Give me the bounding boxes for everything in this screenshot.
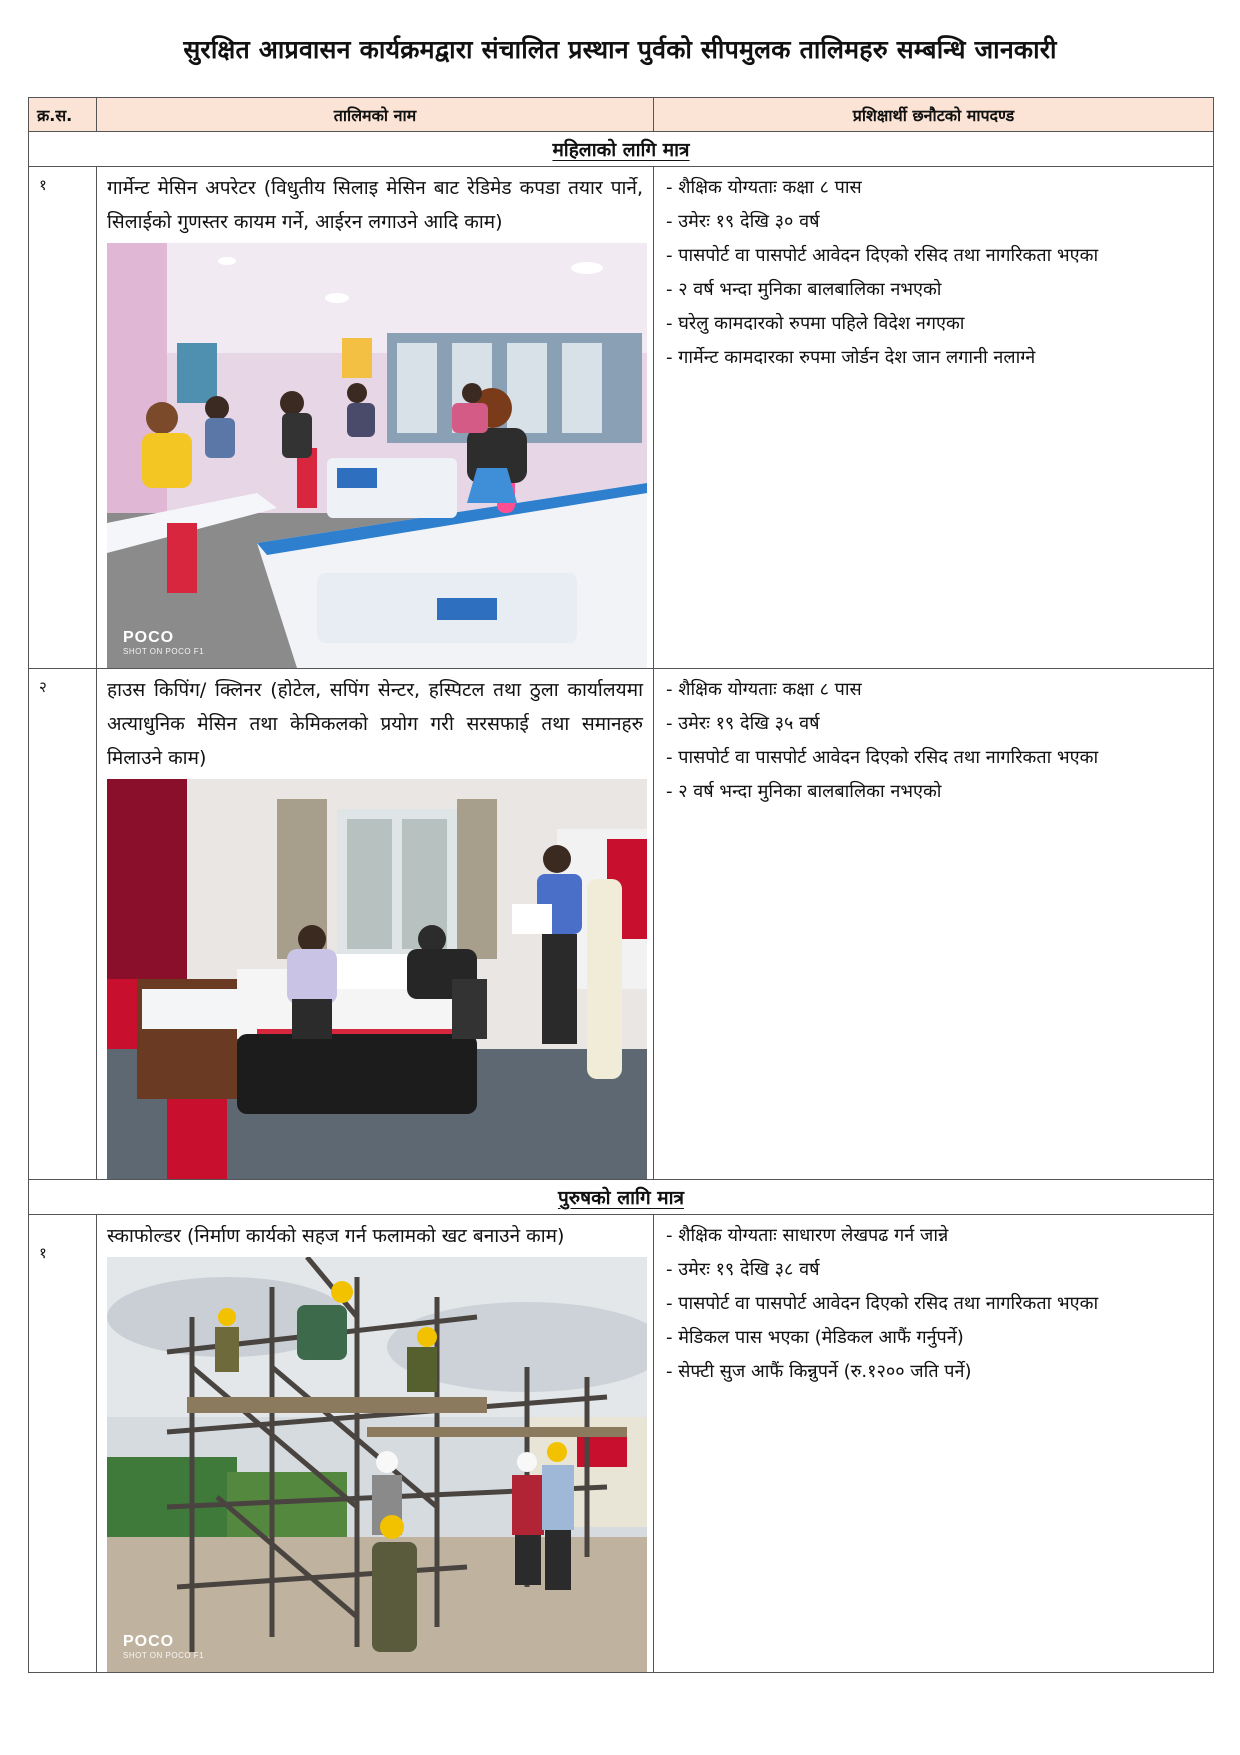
list-item: - शैक्षिक योग्यताः कक्षा ८ पास [666,171,1213,205]
table-row [29,1215,1214,1673]
criteria-list [654,1215,1213,1389]
housekeeping-training-photo [107,779,647,1179]
section-row-women [29,132,1214,167]
list-item: - मेडिकल पास भएका (मेडिकल आफैं गर्नुपर्ने) [666,1321,1213,1355]
training-name: हाउस किपिंग/ क्लिनर (होटेल, सपिंग सेन्टर, हस्पिटल तथा ठुला कार्यालयमा अत्याधुनिक मेसिन तथा केमिकलको प्रयोग गरी सरसफाई तथा समानहरु मिलाउने काम) [107,679,643,769]
list-item: - शैक्षिक योग्यताः साधारण लेखपढ गर्न जान्ने [666,1219,1213,1253]
training-name-cell [97,669,654,1180]
photo-watermark: POCO SHOT ON POCO F1 [123,629,205,656]
training-name: स्काफोल्डर (निर्माण कार्यको सहज गर्न फलामको खट बनाउने काम) [107,1225,565,1247]
list-item: - पासपोर्ट वा पासपोर्ट आवेदन दिएको रसिद तथा नागरिकता भएका [666,1287,1213,1321]
list-item: - २ वर्ष भन्दा मुनिका बालबालिका नभएको [666,775,1213,809]
list-item: - उमेरः १९ देखि ३० वर्ष [666,205,1213,239]
training-name: गार्मेन्ट मेसिन अपरेटर (विधुतीय सिलाइ मेसिन बाट रेडिमेड कपडा तयार पार्ने, सिलाईको गुणस्तर कायम गर्ने, आईरन लगाउने आदि काम) [107,177,643,233]
table-row [29,669,1214,1180]
list-item: - सेफ्टी सुज आफैं किन्नुपर्ने (रु.१२०० जति पर्ने) [666,1355,1213,1389]
list-item: - उमेरः १९ देखि ३५ वर्ष [666,707,1213,741]
table-row [29,167,1214,669]
header-sn: क्र.स. [29,98,97,132]
row-sn: १ [29,1215,97,1673]
list-item: - घरेलु कामदारको रुपमा पहिले विदेश नगएका [666,307,1213,341]
list-item: - २ वर्ष भन्दा मुनिका बालबालिका नभएको [666,273,1213,307]
row-sn: २ [29,669,97,1180]
row-sn: १ [29,167,97,669]
header-criteria: प्रशिक्षार्थी छनौटको मापदण्ड [654,98,1214,132]
training-name-cell [97,167,654,669]
list-item: - उमेरः १९ देखि ३८ वर्ष [666,1253,1213,1287]
section-row-men [29,1180,1214,1215]
section-label-men: पुरुषको लागि मात्र [557,1187,685,1209]
table-header-row [29,98,1214,132]
page-title: सुरक्षित आप्रवासन कार्यक्रमद्वारा संचालित प्रस्थान पुर्वको सीपमुलक तालिमहरु सम्बन्धि जानकारी [183,35,1057,64]
list-item: - शैक्षिक योग्यताः कक्षा ८ पास [666,673,1213,707]
scaffolding-training-photo [107,1257,647,1672]
training-table [28,97,1214,1673]
training-name-cell [97,1215,654,1673]
list-item: - गार्मेन्ट कामदारका रुपमा जोर्डन देश जान लगानी नलाग्ने [666,341,1213,375]
criteria-list [654,167,1213,375]
section-label-women: महिलाको लागि मात्र [552,139,690,161]
photo-watermark: POCO SHOT ON POCO F1 [123,1633,205,1660]
list-item: - पासपोर्ट वा पासपोर्ट आवेदन दिएको रसिद तथा नागरिकता भएका [666,741,1213,775]
header-training-name: तालिमको नाम [97,98,654,132]
criteria-list [654,669,1213,809]
list-item: - पासपोर्ट वा पासपोर्ट आवेदन दिएको रसिद तथा नागरिकता भएका [666,239,1213,273]
criteria-cell [654,1215,1214,1673]
garment-training-photo [107,243,647,668]
criteria-cell [654,669,1214,1180]
criteria-cell [654,167,1214,669]
